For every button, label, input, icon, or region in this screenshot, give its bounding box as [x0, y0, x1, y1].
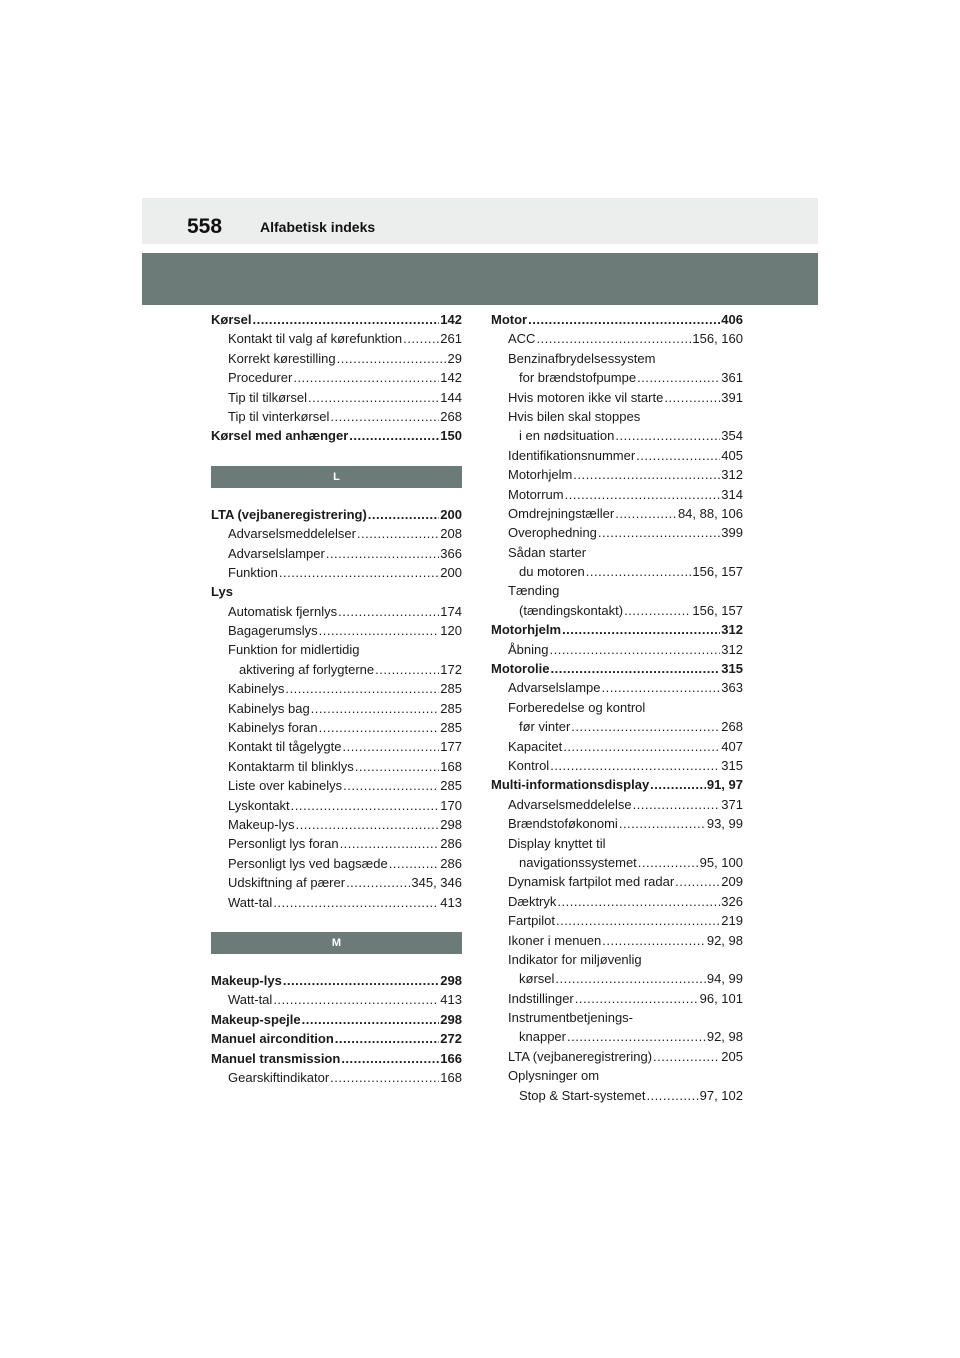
entry-label: Omdrejningstæller	[508, 505, 615, 521]
index-subentry	[211, 1068, 462, 1087]
index-subentry	[491, 717, 743, 736]
index-subentry	[491, 814, 743, 833]
dot-leader	[636, 446, 720, 465]
index-subentry	[211, 893, 462, 912]
dot-leader	[575, 989, 699, 1008]
entry-label: Åbning	[508, 641, 549, 657]
entry-page-ref: 315	[721, 661, 743, 677]
dot-leader	[598, 523, 720, 542]
dot-leader	[615, 504, 677, 523]
entry-page-ref: 371	[721, 796, 743, 812]
dot-leader	[567, 1027, 706, 1046]
entry-page-ref: 354	[721, 428, 743, 444]
dot-leader	[602, 931, 706, 950]
dot-leader	[342, 737, 439, 756]
index-subentry	[211, 679, 462, 698]
dot-leader	[308, 388, 439, 407]
entry-label: Automatisk fjernlys	[228, 603, 338, 619]
dot-leader	[283, 971, 439, 990]
entry-label: Kapacitet	[508, 738, 563, 754]
index-subentry	[491, 911, 743, 930]
entry-page-ref: 94, 99	[706, 971, 743, 987]
index-column-left	[211, 310, 462, 1087]
entry-page-ref: 166	[440, 1050, 462, 1066]
entry-label: Fartpilot	[508, 913, 555, 929]
dot-leader	[311, 699, 440, 718]
entry-label: Stop & Start-systemet	[519, 1087, 646, 1103]
entry-label: for brændstofpumpe	[519, 370, 637, 386]
index-subentry	[491, 1008, 743, 1027]
entry-page-ref: 93, 99	[706, 816, 743, 832]
entry-label: Lys	[211, 584, 233, 600]
dot-leader	[273, 990, 439, 1009]
entry-label: Oplysninger om	[508, 1068, 600, 1084]
index-subentry	[491, 407, 743, 426]
entry-page-ref: 345, 346	[411, 875, 462, 891]
dot-leader	[319, 718, 440, 737]
entry-page-ref: 91, 97	[706, 777, 743, 793]
entry-label: Kørsel	[211, 312, 252, 327]
entry-label: i en nødsituation	[519, 428, 615, 444]
index-entry	[211, 971, 462, 990]
index-subentry	[211, 873, 462, 892]
entry-label: Makeup-lys	[228, 816, 295, 832]
entry-label: Procedurer	[228, 370, 293, 386]
entry-page-ref: 268	[440, 408, 462, 424]
index-subentry	[491, 1047, 743, 1066]
index-subentry	[211, 990, 462, 1009]
dot-leader	[349, 426, 439, 445]
entry-label: Bagagerumslys	[228, 623, 318, 639]
entry-label: Udskiftning af pærer	[228, 875, 346, 891]
dot-leader	[549, 640, 720, 659]
dot-leader	[638, 853, 699, 872]
index-column-right	[491, 310, 743, 1105]
dot-leader	[555, 969, 705, 988]
dot-leader	[343, 776, 439, 795]
entry-label: Funktion	[228, 564, 278, 580]
entry-label: Motorhjelm	[491, 622, 562, 638]
entry-label: Hvis motoren ikke vil starte	[508, 389, 664, 405]
dot-leader	[615, 426, 720, 445]
entry-page-ref: 312	[721, 467, 743, 483]
entry-label: Kontakt til valg af kørefunktion	[228, 331, 403, 347]
index-subentry	[211, 854, 462, 873]
dot-leader	[295, 815, 439, 834]
entry-label: Lyskontakt	[228, 797, 290, 813]
entry-label: (tændingskontakt)	[519, 602, 624, 618]
index-subentry	[491, 756, 743, 775]
dot-leader	[573, 465, 720, 484]
entry-page-ref: 205	[721, 1048, 743, 1064]
entry-label: Korrekt kørestilling	[228, 350, 336, 366]
index-subentry	[491, 504, 743, 523]
entry-page-ref: 413	[440, 894, 462, 910]
entry-label: LTA (vejbaneregistrering)	[508, 1048, 653, 1064]
index-subentry	[211, 757, 462, 776]
entry-label: ACC	[508, 331, 536, 347]
index-entry	[491, 659, 743, 678]
entry-label: Identifikationsnummer	[508, 447, 636, 463]
entry-label: Tænding	[508, 583, 560, 599]
dot-leader	[536, 329, 691, 348]
dot-leader	[551, 659, 721, 678]
index-subentry	[211, 776, 462, 795]
entry-page-ref: 209	[721, 874, 743, 890]
dot-leader	[650, 775, 706, 794]
index-subentry	[211, 368, 462, 387]
index-subentry	[491, 969, 743, 988]
dot-leader	[273, 893, 439, 912]
entry-page-ref: 298	[440, 972, 462, 988]
entry-label: Makeup-spejle	[211, 1011, 301, 1027]
dot-leader	[326, 544, 439, 563]
index-subentry	[491, 562, 743, 581]
index-subentry	[211, 815, 462, 834]
entry-page-ref: 285	[440, 778, 462, 794]
entry-page-ref: 156, 157	[692, 602, 743, 618]
dot-leader	[556, 911, 720, 930]
index-subentry	[211, 563, 462, 582]
entry-page-ref: 92, 98	[706, 1029, 743, 1045]
entry-label: Kørsel med anhænger	[211, 428, 349, 444]
dot-leader	[340, 834, 440, 853]
dot-leader	[586, 562, 692, 581]
dot-leader	[291, 796, 440, 815]
index-subentry	[211, 737, 462, 756]
entry-label: Hvis bilen skal stoppes	[508, 408, 641, 424]
entry-label: Indikator for miljøvenlig	[508, 951, 642, 967]
entry-label: Forberedelse og kontrol	[508, 699, 646, 715]
index-subentry	[491, 931, 743, 950]
dot-leader	[637, 368, 720, 387]
dot-leader	[565, 485, 721, 504]
header-banner	[142, 253, 818, 305]
dot-leader	[633, 795, 721, 814]
entry-label: Motorrum	[508, 486, 564, 502]
index-subentry	[211, 349, 462, 368]
index-subentry	[211, 640, 462, 659]
entry-label: Manuel transmission	[211, 1050, 341, 1066]
dot-leader	[279, 563, 439, 582]
index-entry	[211, 310, 462, 329]
dot-leader	[562, 620, 720, 639]
entry-page-ref: 298	[440, 1011, 462, 1027]
entry-page-ref: 156, 160	[692, 331, 743, 347]
index-subentry	[491, 581, 743, 600]
entry-page-ref: 298	[440, 816, 462, 832]
entry-label: Tip til vinterkørsel	[228, 408, 330, 424]
entry-page-ref: 261	[440, 331, 462, 347]
entry-page-ref: 285	[440, 700, 462, 716]
entry-label: Kabinelys foran	[228, 720, 318, 736]
entry-page-ref: 312	[721, 641, 743, 657]
dot-leader	[602, 678, 721, 697]
entry-label: Dynamisk fartpilot med radar	[508, 874, 675, 890]
entry-page-ref: 200	[440, 506, 462, 522]
index-subentry	[491, 446, 743, 465]
entry-page-ref: 361	[721, 370, 743, 386]
index-subentry	[211, 621, 462, 640]
index-subentry	[491, 1086, 743, 1105]
index-subentry	[491, 678, 743, 697]
entry-label: aktivering af forlygterne	[239, 661, 375, 677]
index-subentry	[491, 640, 743, 659]
entry-label: Kontakt til tågelygte	[228, 739, 342, 755]
entry-page-ref: 92, 98	[706, 932, 743, 948]
entry-label: Tip til tilkørsel	[228, 389, 307, 405]
index-entry	[211, 1029, 462, 1048]
entry-label: Display knyttet til	[508, 835, 606, 851]
index-subentry	[491, 543, 743, 562]
index-subentry	[491, 989, 743, 1008]
entry-label: knapper	[519, 1029, 566, 1045]
entry-label: navigationssystemet	[519, 854, 637, 870]
entry-page-ref: 174	[440, 603, 462, 619]
index-subentry	[211, 407, 462, 426]
entry-label: Benzinafbrydelsessystem	[508, 350, 656, 366]
dot-leader	[357, 524, 439, 543]
index-subentry	[211, 524, 462, 543]
dot-leader	[293, 368, 439, 387]
entry-page-ref: 363	[721, 680, 743, 696]
entry-label: Watt-tal	[228, 992, 273, 1008]
entry-page-ref: 285	[440, 681, 462, 697]
dot-leader	[355, 757, 440, 776]
entry-label: Dæktryk	[508, 893, 557, 909]
entry-label: Overophedning	[508, 525, 597, 541]
index-subentry	[491, 388, 743, 407]
entry-label: Motor	[491, 312, 528, 327]
entry-label: Makeup-lys	[211, 972, 282, 988]
entry-label: før vinter	[519, 719, 571, 735]
dot-leader	[368, 505, 440, 524]
entry-label: Brændstoføkonomi	[508, 816, 618, 832]
index-entry	[491, 775, 743, 794]
entry-label: du motoren	[519, 564, 585, 580]
dot-leader	[403, 329, 439, 348]
dot-leader	[653, 1047, 720, 1066]
index-subentry	[491, 465, 743, 484]
entry-page-ref: 312	[721, 622, 743, 638]
index-subentry	[491, 601, 743, 620]
entry-page-ref: 407	[721, 738, 743, 754]
dot-leader	[619, 814, 706, 833]
index-entry	[211, 505, 462, 524]
entry-page-ref: 168	[440, 758, 462, 774]
index-subentry	[491, 1027, 743, 1046]
entry-label: Advarselslamper	[228, 545, 325, 561]
page-number: 558	[187, 215, 223, 238]
index-entry	[211, 426, 462, 445]
dot-leader	[646, 1086, 698, 1105]
index-subentry	[491, 1066, 743, 1085]
entry-page-ref: 96, 101	[699, 990, 743, 1006]
dot-leader	[252, 310, 439, 329]
entry-label: Kontrol	[508, 757, 550, 773]
entry-page-ref: 156, 157	[692, 564, 743, 580]
dot-leader	[563, 737, 720, 756]
dot-leader	[675, 872, 720, 891]
index-subentry	[491, 737, 743, 756]
dot-leader	[389, 854, 440, 873]
entry-page-ref: 142	[440, 312, 462, 327]
dot-leader	[375, 660, 439, 679]
dot-leader	[302, 1010, 440, 1029]
entry-page-ref: 95, 100	[699, 854, 743, 870]
index-subentry	[491, 485, 743, 504]
index-entry	[211, 1049, 462, 1068]
dot-leader	[664, 388, 720, 407]
entry-label: Multi-informationsdisplay	[491, 777, 650, 793]
entry-label: Motorolie	[491, 661, 550, 677]
entry-page-ref: 142	[440, 370, 462, 386]
index-subentry	[491, 853, 743, 872]
letter-divider: M	[211, 932, 462, 954]
entry-label: Indstillinger	[508, 990, 574, 1006]
dot-leader	[319, 621, 440, 640]
dot-leader	[571, 717, 720, 736]
entry-page-ref: 177	[440, 739, 462, 755]
entry-label: Personligt lys foran	[228, 836, 339, 852]
index-subentry	[491, 698, 743, 717]
entry-page-ref: 366	[440, 545, 462, 561]
entry-page-ref: 413	[440, 992, 462, 1008]
entry-label: Funktion for midlertidig	[228, 642, 360, 658]
dot-leader	[341, 1049, 439, 1068]
index-subentry	[491, 834, 743, 853]
entry-page-ref: 399	[721, 525, 743, 541]
dot-leader	[346, 873, 410, 892]
entry-page-ref: 285	[440, 720, 462, 736]
entry-page-ref: 315	[721, 757, 743, 773]
index-subentry	[491, 349, 743, 368]
index-entry	[491, 310, 743, 329]
entry-label: Instrumentbetjenings-	[508, 1010, 634, 1026]
index-entry	[211, 582, 462, 601]
index-subentry	[491, 892, 743, 911]
entry-page-ref: 286	[440, 836, 462, 852]
entry-page-ref: 150	[440, 428, 462, 444]
entry-label: Advarselsmeddelelser	[228, 526, 356, 542]
entry-label: Advarselsmeddelelse	[508, 796, 632, 812]
dot-leader	[338, 602, 439, 621]
index-subentry	[211, 699, 462, 718]
index-subentry	[491, 368, 743, 387]
entry-label: Sådan starter	[508, 544, 587, 560]
dot-leader	[285, 679, 439, 698]
index-subentry	[211, 796, 462, 815]
entry-page-ref: 326	[721, 893, 743, 909]
index-subentry	[491, 795, 743, 814]
index-entry	[211, 1010, 462, 1029]
index-subentry	[211, 660, 462, 679]
dot-leader	[330, 1068, 439, 1087]
dot-leader	[335, 1029, 440, 1048]
letter-divider: L	[211, 466, 462, 488]
entry-label: Motorhjelm	[508, 467, 573, 483]
entry-page-ref: 405	[721, 447, 743, 463]
entry-page-ref: 172	[440, 661, 462, 677]
entry-page-ref: 268	[721, 719, 743, 735]
entry-label: Personligt lys ved bagsæde	[228, 855, 388, 871]
entry-label: Kontaktarm til blinklys	[228, 758, 354, 774]
entry-page-ref: 406	[721, 312, 743, 327]
entry-page-ref: 219	[721, 913, 743, 929]
index-entry	[491, 620, 743, 639]
entry-page-ref: 29	[447, 350, 462, 366]
entry-label: Manuel aircondition	[211, 1031, 334, 1047]
index-subentry	[211, 544, 462, 563]
section-title: Alfabetisk indeks	[260, 219, 376, 235]
entry-page-ref: 286	[440, 855, 462, 871]
entry-page-ref: 170	[440, 797, 462, 813]
index-subentry	[491, 523, 743, 542]
index-subentry	[211, 834, 462, 853]
entry-page-ref: 97, 102	[699, 1087, 743, 1103]
entry-page-ref: 314	[721, 486, 743, 502]
dot-leader	[557, 892, 720, 911]
entry-page-ref: 391	[721, 389, 743, 405]
dot-leader	[550, 756, 720, 775]
entry-label: LTA (vejbaneregistrering)	[211, 506, 367, 522]
index-subentry	[211, 718, 462, 737]
entry-page-ref: 208	[440, 526, 462, 542]
entry-label: Watt-tal	[228, 894, 273, 910]
index-subentry	[491, 329, 743, 348]
entry-label: Liste over kabinelys	[228, 778, 343, 794]
entry-label: Ikoner i menuen	[508, 932, 602, 948]
entry-label: Advarselslampe	[508, 680, 601, 696]
entry-label: Kabinelys	[228, 681, 285, 697]
index-subentry	[491, 872, 743, 891]
entry-page-ref: 84, 88, 106	[677, 505, 743, 521]
page-header	[142, 198, 818, 244]
dot-leader	[330, 407, 439, 426]
dot-leader	[337, 349, 447, 368]
index-subentry	[491, 426, 743, 445]
index-subentry	[211, 329, 462, 348]
dot-leader	[528, 310, 720, 329]
entry-label: kørsel	[519, 971, 555, 987]
entry-page-ref: 272	[440, 1031, 462, 1047]
entry-page-ref: 168	[440, 1069, 462, 1085]
index-subentry	[491, 950, 743, 969]
index-subentry	[211, 602, 462, 621]
entry-page-ref: 120	[440, 623, 462, 639]
dot-leader	[624, 601, 691, 620]
entry-page-ref: 144	[440, 389, 462, 405]
entry-label: Gearskiftindikator	[228, 1069, 330, 1085]
index-subentry	[211, 388, 462, 407]
entry-label: Kabinelys bag	[228, 700, 310, 716]
entry-page-ref: 200	[440, 564, 462, 580]
